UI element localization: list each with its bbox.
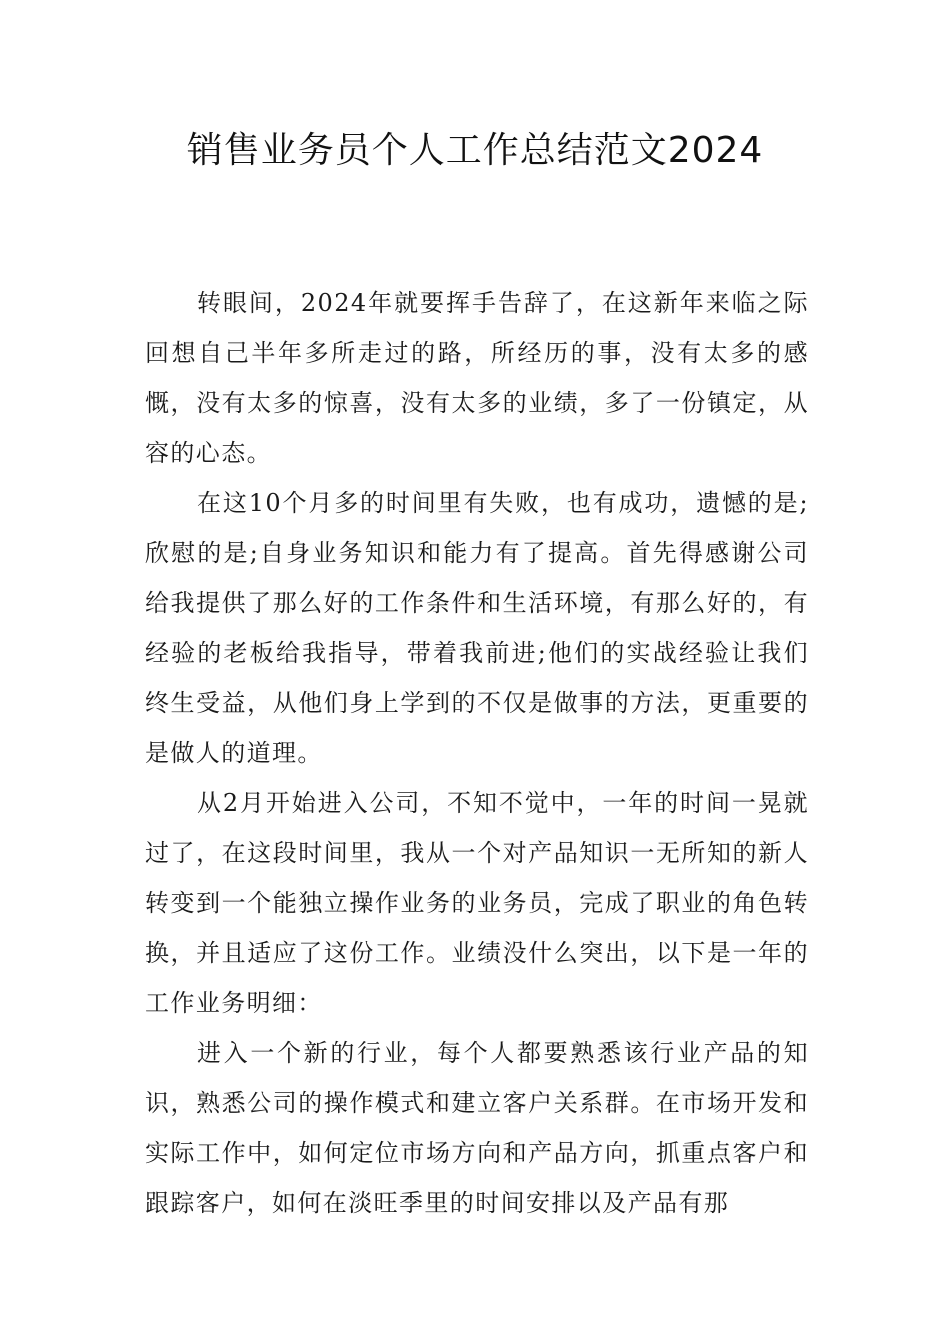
paragraph-2: 在这10个月多的时间里有失败，也有成功，遗憾的是;欣慰的是;自身业务知识和能力有了提高。首先得感谢公司给我提供了那么好的工作条件和生活环境，有那么好的，有经验的老板给我指导，带着我前进;他们的实战经验让我们终生受益，从他们身上学到的不仅是做事的方法，更重要的是做人的道理。 — [145, 489, 809, 767]
paragraph-1: 转眼间，2024年就要挥手告辞了，在这新年来临之际回想自己半年多所走过的路，所经历的事，没有太多的感慨，没有太多的惊喜，没有太多的业绩，多了一份镇定，从容的心态。 — [145, 289, 809, 467]
paragraph-4: 进入一个新的行业，每个人都要熟悉该行业产品的知识，熟悉公司的操作模式和建立客户关系群。在市场开发和实际工作中，如何定位市场方向和产品方向，抓重点客户和跟踪客户，如何在淡旺季里的时间安排以及产品有那 — [145, 1039, 809, 1217]
paragraph-3: 从2月开始进入公司，不知不觉中，一年的时间一晃就过了，在这段时间里，我从一个对产品知识一无所知的新人转变到一个能独立操作业务的业务员，完成了职业的角色转换，并且适应了这份工作。业绩没什么突出，以下是一年的工作业务明细： — [145, 789, 809, 1017]
document-title: 销售业务员个人工作总结范文2024 — [186, 130, 764, 171]
document-body — [145, 278, 809, 1228]
